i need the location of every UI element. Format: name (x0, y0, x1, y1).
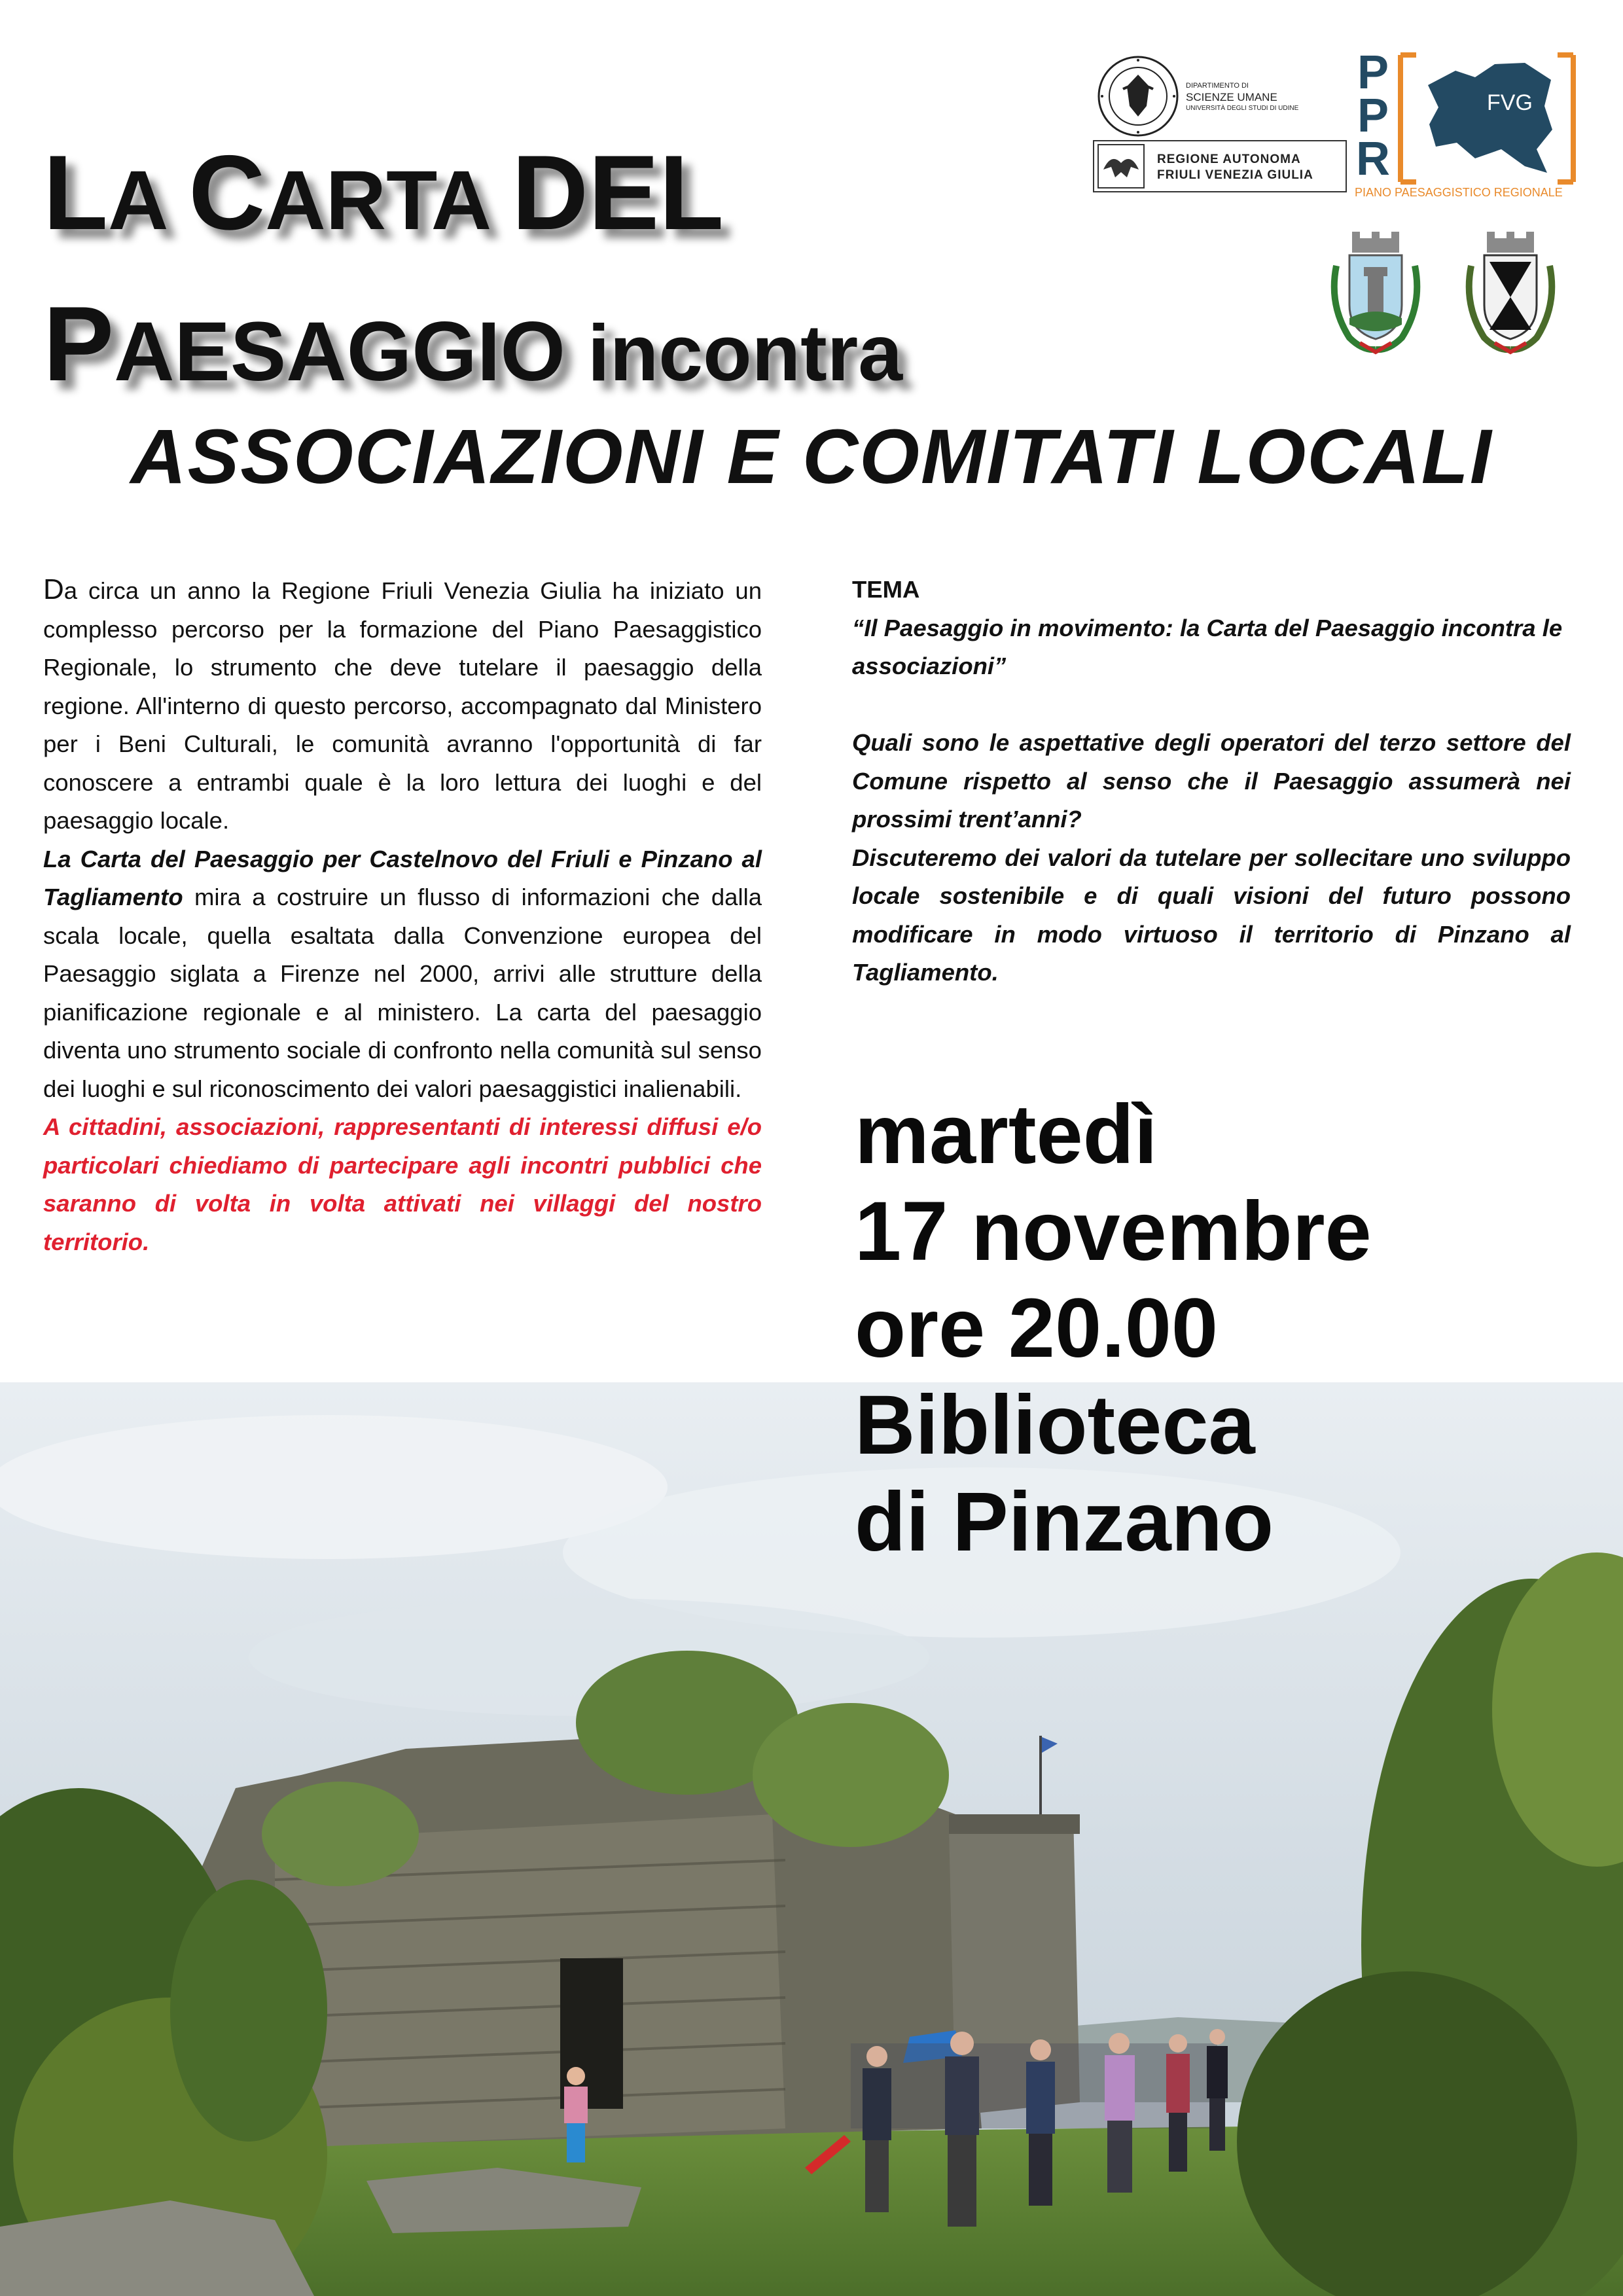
event-place-line1: Biblioteca (855, 1378, 1255, 1472)
intro-text (43, 571, 762, 1261)
intro-paragraph: Da circa un anno la Regione Friuli Venezia Giulia ha iniziato un complesso percorso per la formazione del Piano Paesaggistico Regionale, lo strumento che deve tutelare il paesaggio della regione. All'interno di questo percorso, accompagnato dal Ministero per i Beni Culturali, le comunità avranno l'opportunità di far conoscere a entrambi quale è la loro lettura dei luoghi e del paesaggio locale. (43, 573, 762, 834)
university-logo: DIPARTIMENTO DI SCIENZE UMANE UNIVERSITÀ DEGLI STUDI DI UDINE (1097, 55, 1346, 137)
regione-fvg-logo: REGIONE AUTONOMA FRIULI VENEZIA GIULIA (1093, 140, 1347, 192)
tema-label: TEMA (852, 576, 920, 603)
poster-title (43, 134, 1064, 437)
poster-subtitle: ASSOCIAZIONI E COMITATI LOCALI (130, 414, 1493, 500)
event-details (855, 1086, 1614, 1571)
event-date: 17 novembre (855, 1185, 1372, 1278)
title-line-2: PAESAGGIO incontra (43, 285, 903, 403)
pinzano-coat-of-arms-icon (1458, 226, 1563, 357)
event-place-line2: di Pinzano (855, 1475, 1274, 1569)
title-line-1: LA CARTA DEL (43, 134, 724, 252)
event-time: ore 20.00 (855, 1282, 1219, 1375)
theme-text (852, 571, 1571, 992)
eagle-icon (1097, 143, 1145, 189)
ppr-acronym: PPR (1356, 46, 1390, 185)
fvg-map-icon (1397, 51, 1577, 186)
castelnovo-coat-of-arms-icon (1323, 226, 1428, 357)
theme-discussion: Discuteremo dei valori da tutelare per sollecitare uno sviluppo locale sostenibile e di quali visioni del futuro possono modificare in modo virtuoso il territorio di Pinzano al Tagliamento. (852, 844, 1571, 986)
theme-question: Quali sono le aspettative degli operatori del terzo settore del Comune rispetto al senso che il Paesaggio assumerà nei prossimi trent’anni? (852, 729, 1571, 833)
ppr-fvg-logo (1355, 46, 1577, 199)
ppr-caption: PIANO PAESAGGISTICO REGIONALE (1355, 186, 1563, 199)
spacer (852, 686, 1571, 725)
university-seal-icon (1097, 55, 1179, 137)
tema-quote: “Il Paesaggio in movimento: la Carta del Paesaggio incontra le associazioni” (852, 614, 1563, 679)
invitation-paragraph: A cittadini, associazioni, rappresentanti di interessi diffusi e/o particolari chiediamo di partecipare agli incontri pubblici che saranno di volta in volta attivati nei villaggi del nostro territorio. (43, 1113, 762, 1255)
event-day: martedì (855, 1088, 1158, 1181)
carta-paragraph: La Carta del Paesaggio per Castelnovo del Friuli e Pinzano al Tagliamento mira a costruire un flusso di informazioni che dalla scala locale, quella esaltata dalla Convenzione europea del Paesaggio siglata a Firenze nel 2000, arrivi alle strutture della pianificazione regionale e al ministero. La carta del paesaggio diventa uno strumento sociale di confronto nella comunità sul senso dei luoghi e sul riconoscimento dei valori paesaggistici inalienabili. (43, 845, 762, 1102)
ppr-region-label: FVG (1487, 90, 1533, 115)
